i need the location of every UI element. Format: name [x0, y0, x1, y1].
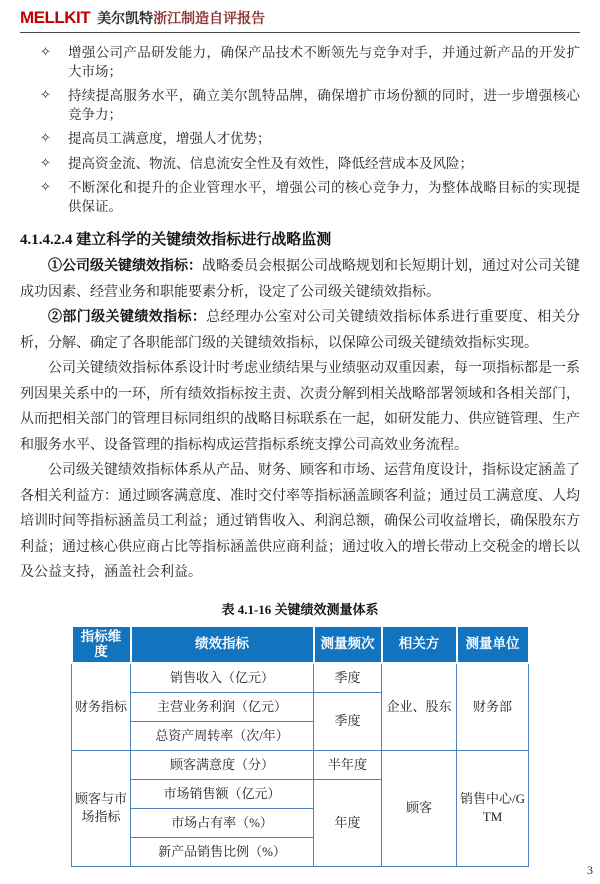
cell-unit: 财务部 [457, 663, 529, 751]
paragraph-kpi-design: 公司关键绩效指标体系设计时考虑业绩结果与业绩驱动双重因素，每一项指标都是一系列因果关系中的一环，所有绩效指标按主责、次责分解到相关战略部署领域和各相关部门，从而把相关部门的管理目标同组织的战略目标联系在一起，如研发能力、供应链管理、生产和服务水平、设备管理的指标构成运营指标系统支撑公司高效业务流程。 [20, 361, 580, 453]
brand-logo-text: MELLKIT [20, 8, 91, 27]
paragraph-lead: ②部门级关键绩效指标： [48, 310, 207, 325]
table-row [72, 663, 529, 693]
cell-dimension: 顾客与市场指标 [72, 750, 131, 866]
paragraph-company-kpi [20, 254, 580, 305]
col-header-indicator: 绩效指标 [131, 626, 314, 663]
bullet-text: 提高资金流、物流、信息流安全性及有效性，降低经营成本及风险； [68, 155, 473, 171]
cell-indicator: 市场占有率（%） [131, 808, 314, 837]
table-caption: 表 4.1-16 关键绩效测量体系 [221, 601, 379, 617]
cell-indicator: 总资产周转率（次/年） [131, 721, 314, 750]
strategy-goal-list [20, 44, 580, 216]
cell-frequency: 季度 [314, 663, 382, 693]
cell-frequency: 季度 [314, 692, 382, 750]
cell-unit: 销售中心/GTM [457, 750, 529, 866]
cell-indicator: 顾客满意度（分） [131, 750, 314, 779]
diamond-bullet-icon: ✧ [40, 180, 51, 195]
company-name: 美尔凯特 [97, 12, 154, 27]
list-item [20, 87, 580, 124]
paragraph-body: 战略委员会根据公司战略规划和长短期计划，通过对公司关键成功因素、经营业务和职能要素分析，设定了公司级关键绩效指标。 [20, 259, 580, 300]
cell-dimension: 财务指标 [72, 663, 131, 751]
cell-stakeholder: 顾客 [382, 750, 457, 866]
diamond-bullet-icon: ✧ [40, 88, 51, 103]
bullet-text: 不断深化和提升的企业管理水平，增强公司的核心竞争力，为整体战略目标的实现提供保证。 [68, 180, 580, 214]
list-item [20, 179, 580, 216]
diamond-bullet-icon: ✧ [40, 131, 51, 146]
cell-stakeholder: 企业、股东 [382, 663, 457, 751]
bullet-text: 持续提高服务水平，确立美尔凯特品牌，确保增扩市场份额的同时，进一步增强核心竞争力； [68, 88, 580, 122]
cell-indicator: 销售收入（亿元） [131, 663, 314, 693]
cell-indicator: 市场销售额（亿元） [131, 779, 314, 808]
bullet-text: 提高员工满意度，增强人才优势； [68, 131, 271, 146]
table-row [72, 750, 529, 779]
list-item [20, 44, 580, 81]
diamond-bullet-icon: ✧ [40, 45, 51, 60]
section-heading: 4.1.4.2.4 建立科学的关键绩效指标进行战略监测 [20, 232, 332, 248]
paragraph-lead: ①公司级关键绩效指标： [48, 259, 202, 274]
col-header-stakeholder: 相关方 [382, 626, 457, 663]
paragraph-department-kpi [20, 305, 580, 356]
diamond-bullet-icon: ✧ [40, 155, 51, 171]
list-item [20, 155, 580, 174]
cell-indicator: 主营业务利润（亿元） [131, 692, 314, 721]
paragraph-body: 总经理办公室对公司关键绩效指标体系进行重要度、相关分析，分解、确定了各职能部门级的关键绩效指标，以保障公司级关键绩效指标实现。 [20, 310, 581, 351]
bullet-text: 增强公司产品研发能力，确保产品技术不断领先与竞争对手，并通过新产品的开发扩大市场； [68, 45, 580, 79]
document-title: 浙江制造自评报告 [153, 12, 266, 27]
col-header-frequency: 测量频次 [314, 626, 382, 663]
page-header [20, 8, 580, 33]
col-header-dimension: 指标维度 [72, 626, 131, 663]
paragraph-stakeholders: 公司级关键绩效指标体系从产品、财务、顾客和市场、运营角度设计，指标设定涵盖了各相关利益方：通过顾客满意度、准时交付率等指标涵盖顾客利益；通过员工满意度、人均培训时间等指标涵盖员工利益；通过销售收入、利润总额，确保公司收益增长，确保股东方利益；通过核心供应商占比等指标涵盖供应商利益；通过收入的增长带动上交税金的增长以及公益支持，涵盖社会利益。 [20, 463, 580, 580]
cell-frequency: 年度 [314, 779, 382, 866]
cell-frequency: 半年度 [314, 750, 382, 779]
cell-indicator: 新产品销售比例（%） [131, 837, 314, 866]
list-item [20, 130, 580, 149]
kpi-measurement-table [71, 625, 530, 867]
page-number: 3 [587, 863, 593, 877]
col-header-unit: 测量单位 [457, 626, 529, 663]
table-header-row [72, 626, 529, 663]
